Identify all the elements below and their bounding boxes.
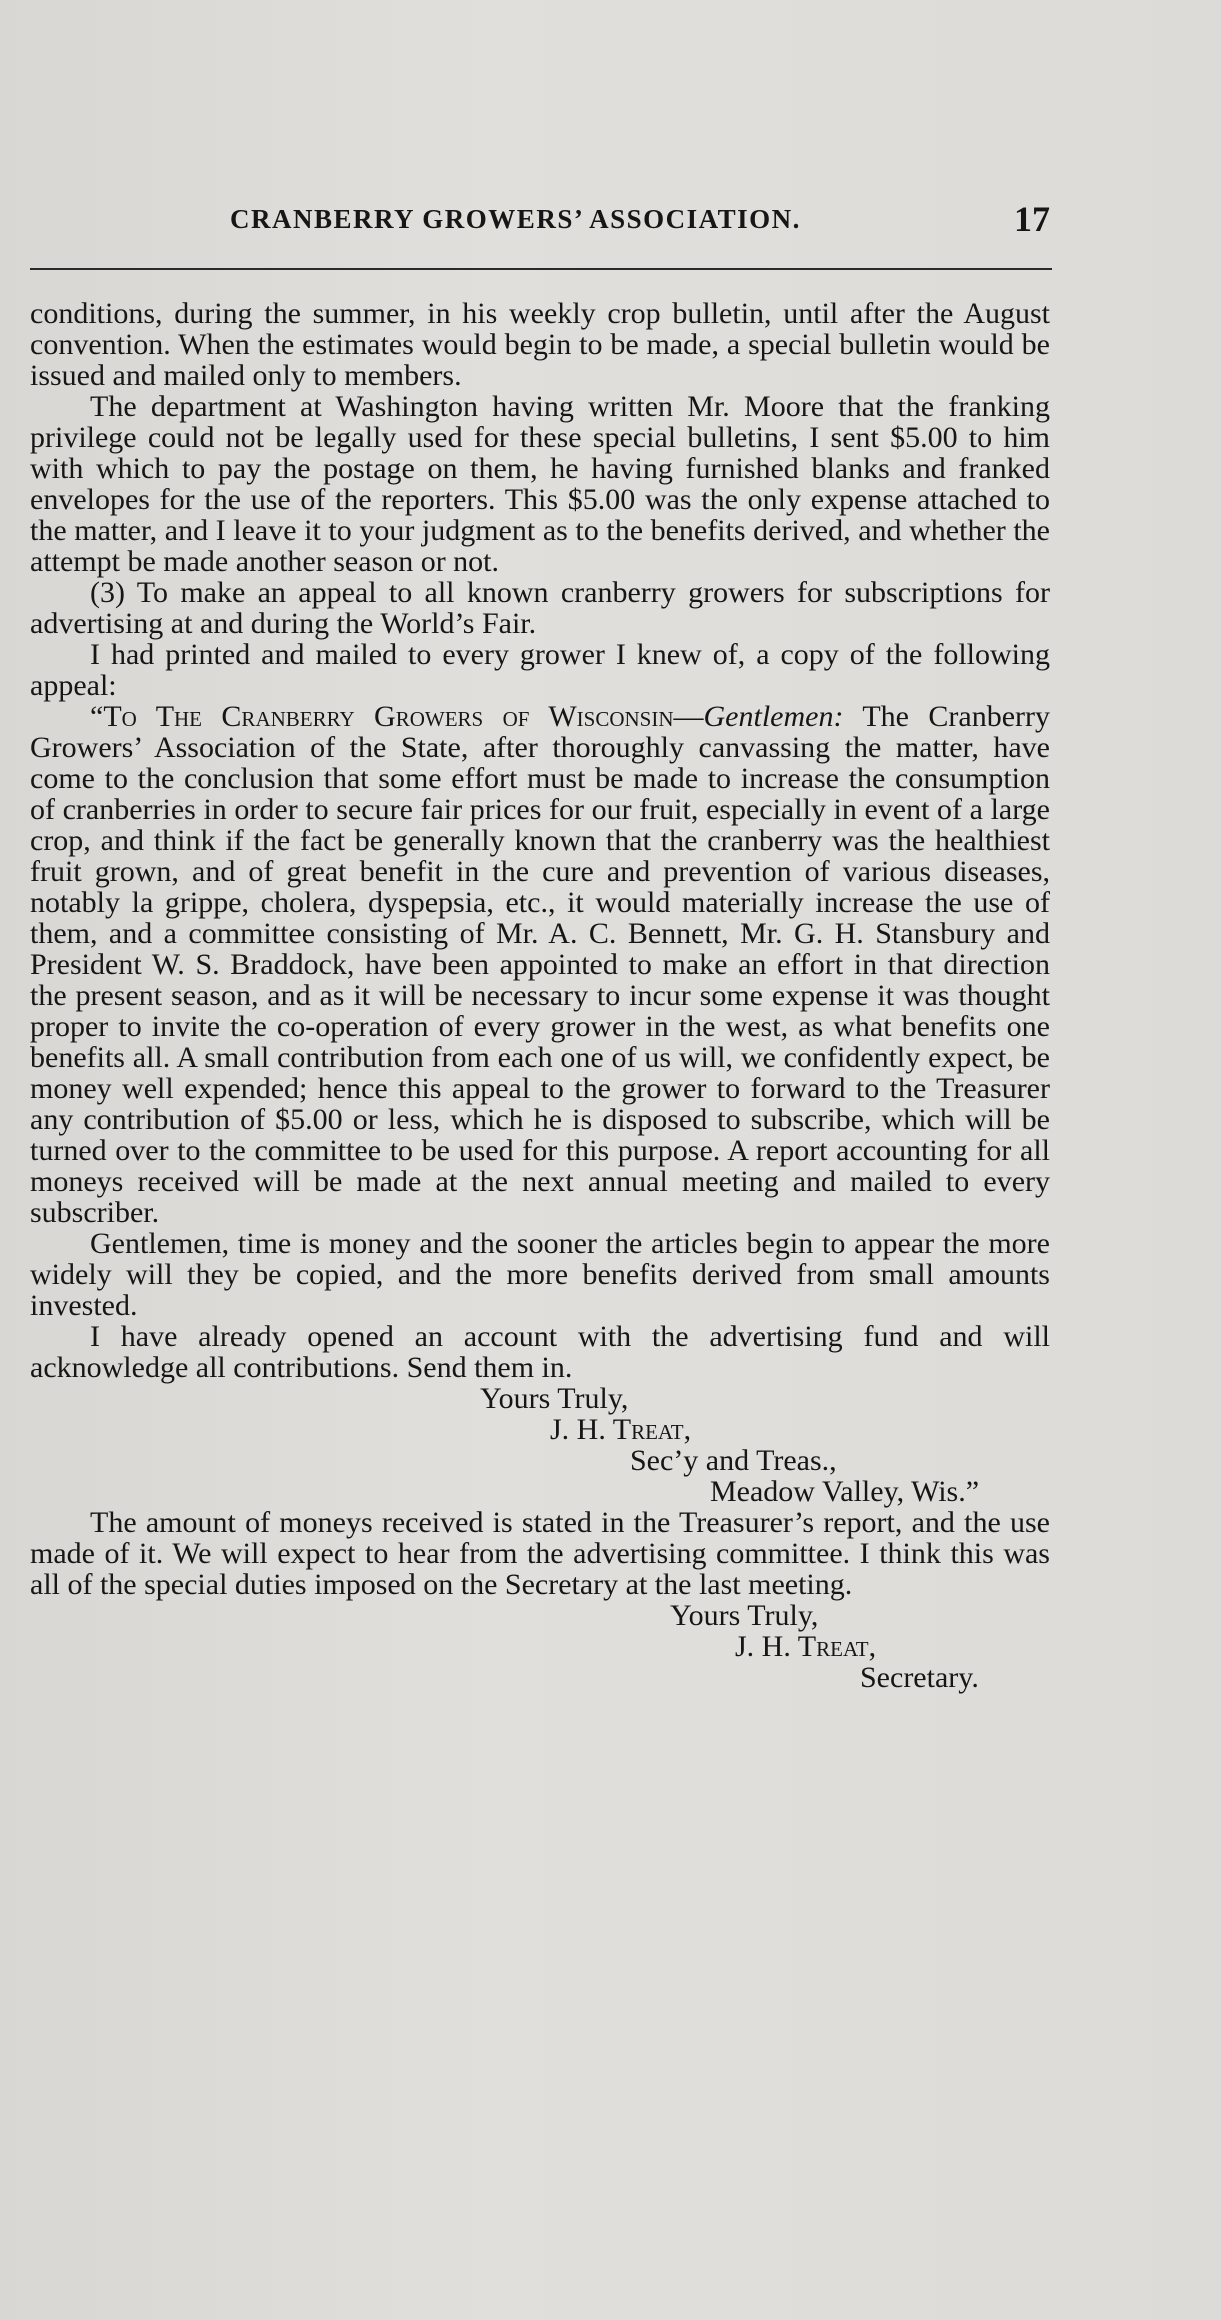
appeal-body: The Cranberry Growers’ Association of the State, after thoroughly canvassing the matter, have come to the conclusion that some effort must be made to increase the consumption of cranberries in order to secure fair prices for our fruit, especially in event of a large crop, and think if the fact be generally known that the cranberry was the healthiest fruit grown, and of great benefit in the cure and prevention of various diseases, notably la grippe, cholera, dyspepsia, etc., it would materially increase the use of them, and a committee consisting of Mr. A. C. Bennett, Mr. G. H. Stansbury and President W. S. Braddock, have been appointed to make an effort in that direction the present season, and as it will be necessary to incur some expense it was thought proper to invite the co-operation of every grower in the west, as what benefits one benefits all. A small contribution from each one of us will, we confidently expect, be money well expended; hence this appeal to the grower to forward to the Treasurer any contribution of $5.00 or less, which he is disposed to subscribe, which will be turned over to the committee to be used for this purpose. A report accounting for all moneys received will be made at the next annual meeting and mailed to every subscriber.: [30, 700, 1050, 1229]
paragraph: Gentlemen, time is money and the sooner the articles begin to appear the more widely will they be copied, and the more benefits derived from small amounts invested.: [30, 1227, 1050, 1322]
paragraph: conditions, during the summer, in his weekly crop bulletin, until after the August convention. When the estimates would begin to be made, a special bulletin would be issued and mailed only to members.: [30, 297, 1050, 392]
paragraph: I had printed and mailed to every grower I knew of, a copy of the following appeal:: [30, 638, 1050, 702]
appeal-gentlemen: Gentlemen:: [703, 700, 844, 733]
header-rule: [30, 268, 1052, 270]
paragraph: The department at Washington having written Mr. Moore that the franking privilege could not be legally used for these special bulletins, I sent $5.00 to him with which to pay the postage on them, he having furnished blanks and franked envelopes for the use of the reporters. This $5.00 was the only expense attached to the matter, and I leave it to your judgment as to the benefits derived, and whether the attempt be made another season or not.: [30, 390, 1050, 578]
appeal-salutation: To The Cranberry Growers of Wisconsin: [103, 700, 674, 733]
paragraph: I have already opened an account with the advertising fund and will acknowledge all contributions. Send them in.: [30, 1320, 1050, 1384]
signature-place: Meadow Valley, Wis.”: [710, 1475, 980, 1508]
signature-name: J. H. Treat,: [550, 1413, 692, 1446]
closing-line: Yours Truly,: [670, 1599, 819, 1632]
page-number: 17: [1014, 199, 1050, 239]
signature-title: Sec’y and Treas.,: [630, 1444, 837, 1477]
body-text: [30, 298, 1050, 1693]
open-quote: “: [90, 700, 104, 733]
appeal-paragraph: [30, 701, 1050, 1228]
page-header: [230, 198, 1050, 242]
signature-name: J. H. Treat,: [735, 1630, 877, 1663]
closing-line: Yours Truly,: [480, 1382, 629, 1415]
paragraph: (3) To make an appeal to all known cranberry growers for subscriptions for advertising at and during the World’s Fair.: [30, 576, 1050, 640]
em-dash: —: [673, 700, 704, 733]
paragraph: The amount of moneys received is stated in the Treasurer’s report, and the use made of it. We will expect to hear from the advertising committee. I think this was all of the special duties imposed on the Secretary at the last meeting.: [30, 1506, 1050, 1601]
running-head: CRANBERRY GROWERS’ ASSOCIATION.: [230, 204, 801, 234]
signature-title: Secretary.: [860, 1661, 979, 1694]
